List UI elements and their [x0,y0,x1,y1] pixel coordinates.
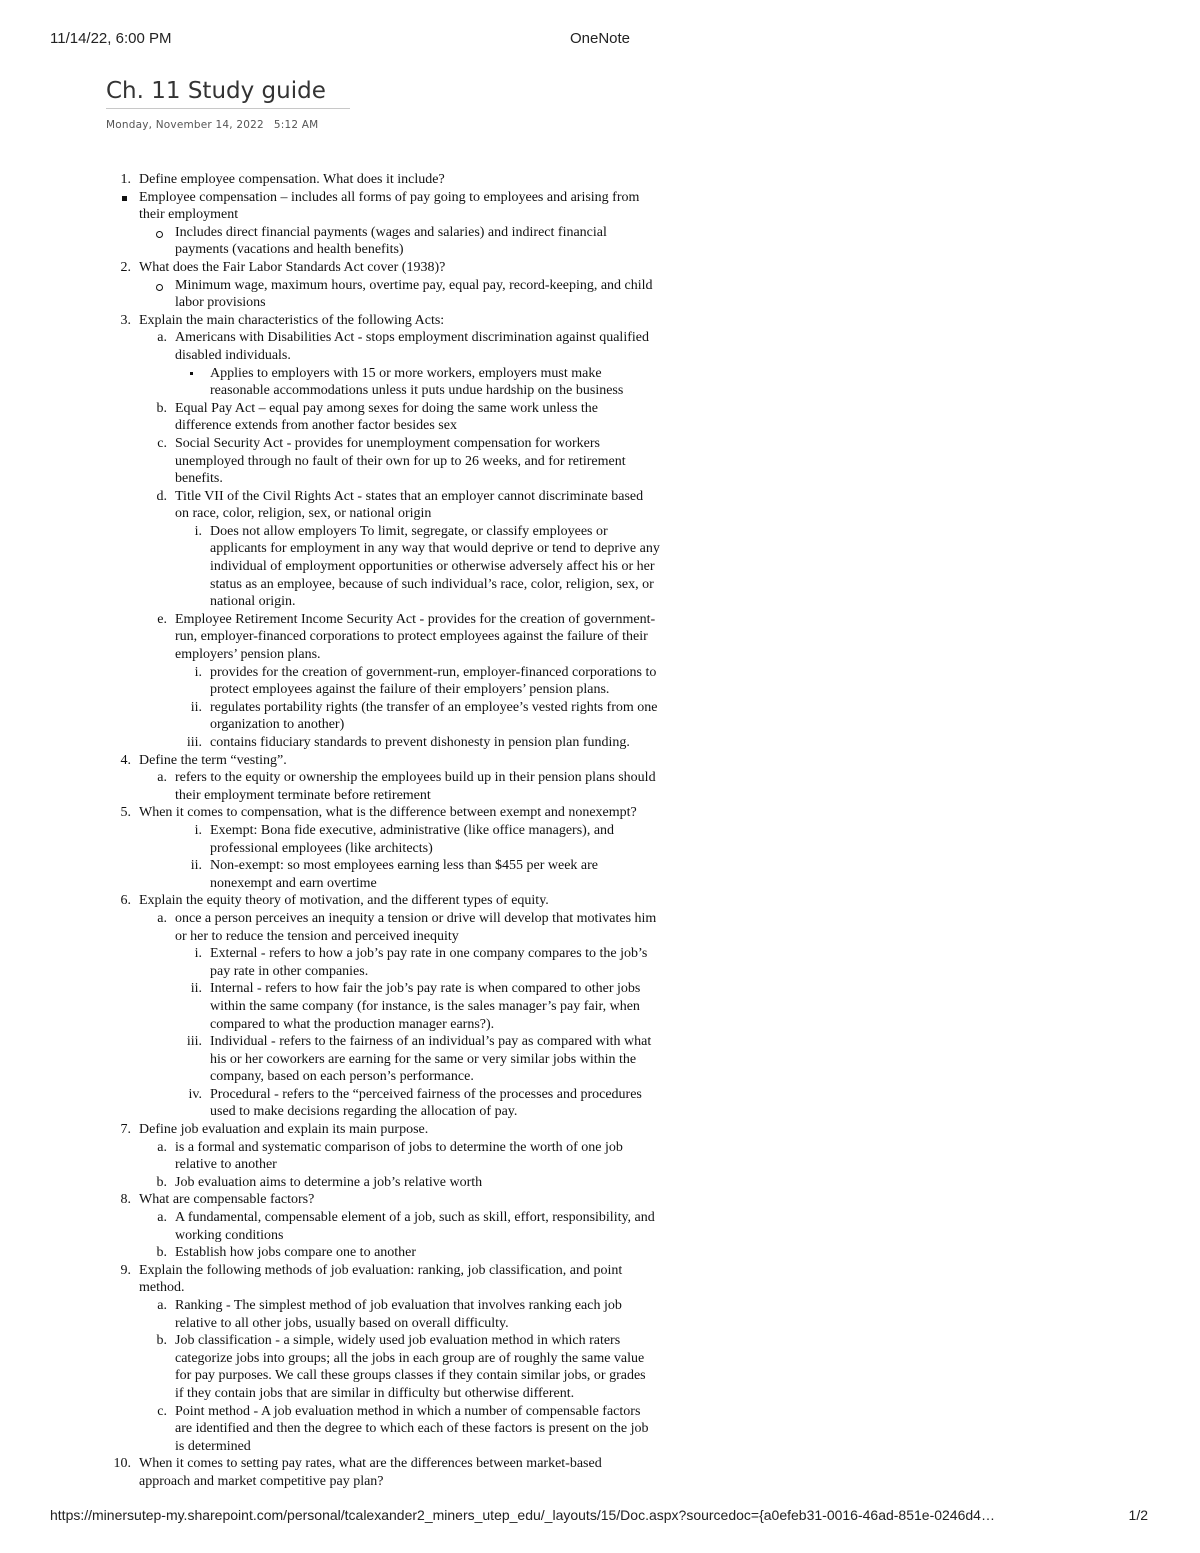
list-marker: b. [156,1174,167,1190]
line-text: is determined [175,1438,251,1454]
line-text: is a formal and systematic comparison of jobs to determine the worth of one job [175,1139,623,1155]
line-text: Individual - refers to the fairness of an individual’s pay as compared with what [210,1034,652,1050]
line-text: Internal - refers to how fair the job’s pay rate is when compared to other jobs [210,981,641,997]
list-marker: b. [156,1245,167,1261]
line-text: External - refers to how a job’s pay rate in one company compares to the job’s [210,946,648,962]
list-marker: ii. [190,858,202,874]
list-marker: 4. [120,752,131,768]
line-text: Define employee compensation. What does it include? [139,172,445,187]
list-marker: d. [156,488,167,504]
line-text: for pay purposes. We call these groups classes if they contain similar jobs, or grades [175,1368,646,1384]
note-line [0,1139,740,1157]
line-text: Includes direct financial payments (wages and salaries) and indirect financial [175,224,607,240]
note-line [0,699,740,717]
line-text: payments (vacations and health benefits) [175,242,404,258]
list-marker: c. [157,435,167,451]
note-line [0,1068,740,1086]
line-text: What does the Fair Labor Standards Act cover (1938)? [139,259,446,275]
list-marker: ii. [190,699,202,715]
line-text: employers’ pension plans. [175,647,321,663]
line-text: Employee compensation – includes all forms of pay going to employees and arising from [139,189,640,205]
note-line [0,329,740,347]
line-text: difference extends from another factor besides sex [175,418,457,434]
line-text: Americans with Disabilities Act - stops employment discrimination against qualified [175,330,649,346]
note-line [0,1121,740,1139]
line-text: A fundamental, compensable element of a job, such as skill, effort, responsibility, and [175,1210,655,1226]
line-text: on race, color, religion, sex, or national origin [175,506,432,522]
note-line [0,417,740,435]
print-url: https://minersutep-my.sharepoint.com/personal/tcalexander2_miners_utep_edu/_layouts/15/Doc.aspx?sourcedoc={a0efeb31-0016-46ad-851e-0246d4… [50,1507,995,1523]
list-marker: 8. [120,1192,131,1208]
list-marker: c. [157,1403,167,1419]
line-text: individual of employment opportunities or otherwise adversely affect his or her [210,559,655,575]
list-marker: a. [157,1210,167,1226]
note-line [0,1086,740,1104]
line-text: Explain the equity theory of motivation, and the different types of equity. [139,893,549,909]
print-app-name: OneNote [569,30,631,47]
note-line [0,998,740,1016]
print-page-number: 1/2 [1128,1507,1148,1523]
line-text: their employment [139,207,239,223]
note-line [0,1174,740,1192]
line-text: working conditions [175,1227,284,1243]
note-body [0,171,740,1491]
list-marker: 9. [120,1262,131,1278]
line-text: regulates portability rights (the transfer of an employee’s vested rights from one [210,699,658,715]
note-line [0,1262,740,1280]
line-text: compared to what the production manager earns?). [210,1016,495,1032]
line-text: method. [139,1280,185,1296]
note-line [0,224,740,242]
list-marker: a. [157,910,167,926]
line-text: Explain the main characteristics of the following Acts: [139,312,445,328]
square-bullet-icon [190,372,193,375]
list-marker: 10. [113,1456,131,1472]
line-text: disabled individuals. [175,347,291,363]
line-text: Point method - A job evaluation method in which a number of compensable factors [175,1403,641,1419]
line-text: Job evaluation aims to determine a job’s relative worth [175,1174,483,1190]
note-line [0,1156,740,1174]
note-line [0,963,740,981]
note-line [0,822,740,840]
note-line [0,576,740,594]
list-marker: a. [157,1139,167,1155]
note-line [0,857,740,875]
note-line [0,1244,740,1262]
list-marker: i. [194,822,202,838]
line-text: are identified and then the degree to which each of these factors is present on the job [175,1421,649,1437]
list-marker: 1. [120,172,131,187]
note-line [0,664,740,682]
note-line [0,1367,740,1385]
line-text: categorize jobs into groups; all the jobs in each group are of roughly the same value [175,1350,645,1366]
line-text: Employee Retirement Income Security Act - provides for the creation of government- [175,611,656,627]
note-line [0,1191,740,1209]
line-text: Ranking - The simplest method of job evaluation that involves ranking each job [175,1298,622,1313]
title-underline [106,108,350,109]
note-line [0,892,740,910]
note-line [0,1455,740,1473]
line-text: relative to all other jobs, usually based on overall difficulty. [175,1315,509,1331]
list-marker: 6. [120,893,131,909]
line-text: national origin. [210,594,296,610]
line-text: labor provisions [175,295,266,311]
page-datetime [106,119,328,131]
note-line [0,453,740,471]
note-line [0,980,740,998]
note-line [0,875,740,893]
note-line [0,611,740,629]
page-date: Monday, November 14, 2022 [106,119,264,131]
note-line [0,1051,740,1069]
line-text: status as an employee, because of such individual’s race, color, religion, sex, or [210,576,654,592]
note-line [0,646,740,664]
note-line [0,1227,740,1245]
line-text: if they contain jobs that are similar in difficulty but otherwise different. [175,1385,575,1401]
line-text: or her to reduce the tension and perceived inequity [175,928,459,944]
list-marker: iii. [186,1034,202,1050]
line-text: When it comes to compensation, what is the difference between exempt and nonexempt? [139,805,637,821]
note-line [0,1279,740,1297]
page-time: 5:12 AM [273,119,319,131]
list-marker: b. [156,1333,167,1349]
list-marker: iii. [186,735,202,750]
line-text: organization to another) [210,717,345,733]
note-line [0,804,740,822]
note-line [0,1103,740,1121]
note-line [0,1315,740,1333]
list-marker: 5. [120,805,131,821]
square-bullet-icon [122,196,127,201]
note-line [0,241,740,259]
note-line [0,259,740,277]
note-line [0,1033,740,1051]
list-marker: b. [156,400,167,416]
list-marker: a. [157,1298,167,1313]
note-line [0,505,740,523]
note-line [0,558,740,576]
note-line [0,277,740,295]
list-marker: ii. [190,981,202,997]
list-marker: iv. [188,1086,202,1102]
line-text: Non-exempt: so most employees earning less than $455 per week are [210,858,599,874]
note-line [0,523,740,541]
note-line [0,1420,740,1438]
note-line [0,628,740,646]
note-line [0,734,740,752]
note-line [0,382,740,400]
line-text: Minimum wage, maximum hours, overtime pay, equal pay, record-keeping, and child [175,277,653,293]
line-text: Equal Pay Act – equal pay among sexes for doing the same work unless the [175,400,599,416]
print-datetime: 11/14/22, 6:00 PM [50,30,172,47]
note-line [0,681,740,699]
line-text: contains fiduciary standards to prevent dishonesty in pension plan funding. [210,735,630,750]
line-text: his or her coworkers are earning for the same or very similar jobs within the [210,1051,637,1067]
note-line [0,787,740,805]
note-line [0,365,740,383]
note-line [0,593,740,611]
line-text: What are compensable factors? [139,1192,315,1208]
line-text: Exempt: Bona fide executive, administrative (like office managers), and [210,822,615,838]
line-text: used to make decisions regarding the allocation of pay. [210,1104,518,1120]
note-line [0,928,740,946]
line-text: once a person perceives an inequity a tension or drive will develop that motivates him [175,910,657,926]
note-line [0,206,740,224]
line-text: protect employees against the failure of their employers’ pension plans. [210,682,610,698]
line-text: Job classification - a simple, widely used job evaluation method in which raters [175,1333,621,1349]
line-text: pay rate in other companies. [210,963,369,979]
note-line [0,1209,740,1227]
line-text: Social Security Act - provides for unemployment compensation for workers [175,435,600,451]
line-text: Define job evaluation and explain its main purpose. [139,1122,429,1138]
line-text: nonexempt and earn overtime [210,875,377,891]
line-text: refers to the equity or ownership the employees build up in their pension plans should [175,770,656,786]
line-text: company, based on each person’s performance. [210,1069,474,1085]
circle-bullet-icon [156,231,163,238]
note-line [0,752,740,770]
line-text: Does not allow employers To limit, segregate, or classify employees or [210,523,608,539]
note-line [0,171,740,189]
list-marker: 3. [120,312,131,328]
line-text: benefits. [175,471,223,487]
note-line [0,540,740,558]
list-marker: e. [157,611,167,627]
line-text: Explain the following methods of job evaluation: ranking, job classification, and point [139,1262,623,1278]
circle-bullet-icon [156,284,163,291]
note-line [0,435,740,453]
list-marker: i. [194,946,202,962]
note-line [0,488,740,506]
page-title: Ch. 11 Study guide [106,78,326,104]
line-text: approach and market competitive pay plan? [139,1473,384,1489]
note-line [0,312,740,330]
note-line [0,716,740,734]
line-text: Establish how jobs compare one to another [175,1245,417,1261]
note-line [0,840,740,858]
line-text: applicants for employment in any way that would deprive or tend to deprive any [210,541,660,557]
note-line [0,1350,740,1368]
note-line [0,400,740,418]
note-line [0,1297,740,1315]
line-text: within the same company (for instance, is the sales manager’s pay fair, when [210,998,640,1014]
list-marker: 2. [120,259,131,275]
note-line [0,1473,740,1491]
list-marker: 7. [120,1122,131,1138]
note-line [0,769,740,787]
line-text: professional employees (like architects) [210,840,433,856]
list-marker: i. [194,523,202,539]
note-line [0,189,740,207]
list-marker: a. [157,770,167,786]
note-line [0,470,740,488]
line-text: provides for the creation of government-run, employer-financed corporations to [210,664,657,680]
note-line [0,1016,740,1034]
note-line [0,294,740,312]
line-text: run, employer-financed corporations to protect employees against the failure of their [175,629,648,645]
line-text: Define the term “vesting”. [139,752,287,768]
line-text: their employment terminate before retirement [175,787,431,803]
note-line [0,1438,740,1456]
list-marker: a. [157,330,167,346]
line-text: relative to another [175,1157,277,1173]
note-line [0,1403,740,1421]
line-text: When it comes to setting pay rates, what are the differences between market-based [139,1456,602,1472]
note-line [0,945,740,963]
line-text: Applies to employers with 15 or more workers, employers must make [210,365,602,381]
note-line [0,1385,740,1403]
note-line [0,347,740,365]
list-marker: i. [194,664,202,680]
line-text: Title VII of the Civil Rights Act - states that an employer cannot discriminate based [175,488,644,504]
line-text: reasonable accommodations unless it puts undue hardship on the business [210,383,624,399]
line-text: Procedural - refers to the “perceived fairness of the processes and procedures [210,1086,642,1102]
line-text: unemployed through no fault of their own for up to 26 weeks, and for retirement [175,453,626,469]
note-line [0,1332,740,1350]
note-line [0,910,740,928]
